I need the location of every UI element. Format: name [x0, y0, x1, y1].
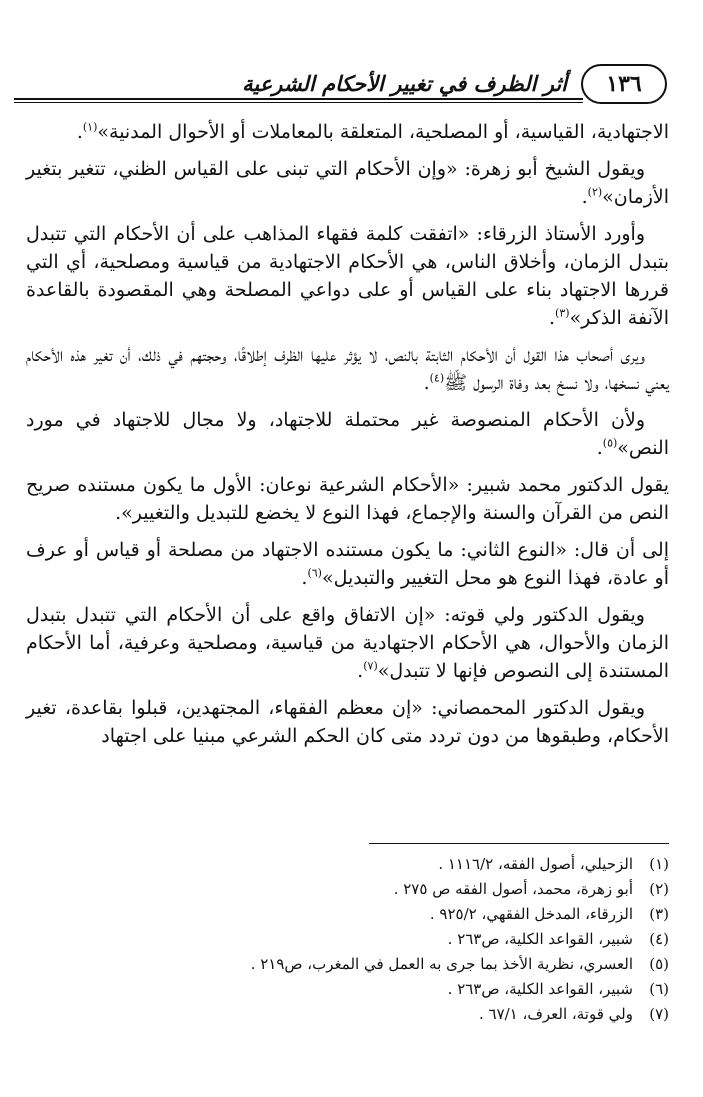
header-rule: [14, 98, 583, 100]
footnote: (٤) شبير، القواعد الكلية، ص٢٦٣ .: [447, 930, 669, 948]
footnote: (٢) أبو زهرة، محمد، أصول الفقه ص ٢٧٥ .: [393, 880, 669, 898]
footnote-ref: (٤): [429, 371, 445, 385]
running-title: أثر الظرف في تغيير الأحكام الشرعية: [242, 71, 567, 96]
paragraph: ويقول الدكتور ولي قوته: «إن الاتفاق واقع على أن الأحكام التي تتبدل بتبدل الزمان والأحوال، هي الأحكام الاجتهادية من قياسية، ومصلحية وعرفية، أما الأحكام المستندة إلى النصوص فإنها لا تتبدل»$^{(٧)}$.: [26, 604, 669, 682]
page-number: ١٣٦: [581, 64, 667, 104]
footnote-separator: [369, 843, 669, 844]
header-rule-thin: [14, 102, 583, 103]
footnotes: [26, 852, 669, 1027]
footnote: (٣) الزرقاء، المدخل الفقهي، ٩٢٥/٢ .: [429, 905, 669, 923]
paragraph: ويقول الشيخ أبو زهرة: «وإن الأحكام التي تبنى على القياس الظني، تتغير بتغير الأزمان»$^{(٢)}$.: [26, 158, 669, 208]
footnote-ref: (٧): [363, 659, 378, 673]
paragraph: ويرى أصحاب هذا القول أن الأحكام الثابتة بالنص، لا يؤثر عليها الظرف إطلاقًا، وحجتهم في ذلك، أن تغير هذه الأحكام يعني نسخها، ولا نسخ بعد وفاة الرسول ﷺ$^{(٤)}$.: [26, 344, 669, 394]
footnote: (٦) شبير، القواعد الكلية، ص٢٦٣ .: [447, 980, 669, 998]
footnote-ref: (٦): [307, 566, 322, 580]
footnote: (٥) العسري، نظرية الأخذ بما جرى به العمل في المغرب، ص٢١٩ .: [250, 955, 669, 973]
footnote-ref: (٥): [602, 436, 618, 450]
footnote-ref: (١): [82, 120, 98, 134]
paragraph: يقول الدكتور محمد شبير: «الأحكام الشرعية نوعان: الأول ما يكون مستنده صريح النص من القرآن والسنة والإجماع، فهذا النوع لا يخضع للتبديل والتغيير».: [26, 474, 669, 524]
paragraph: إلى أن قال: «النوع الثاني: ما يكون مستنده الاجتهاد من مصلحة أو قياس أو عرف أو عادة، فهذا النوع هو محل التغيير والتبديل»$^{(٦)}$.: [26, 539, 669, 589]
footnote-ref: (٣): [555, 306, 570, 320]
footnote: (١) الزحيلي، أصول الفقه، ١١١٦/٢ .: [438, 855, 669, 873]
paragraph: ولأن الأحكام المنصوصة غير محتملة للاجتهاد، ولا مجال للاجتهاد في مورد النص»$^{(٥)}$.: [26, 409, 669, 459]
body-text: [26, 118, 669, 759]
paragraph: ويقول الدكتور المحمصاني: «إن معظم الفقهاء، المجتهدين، قبلوا بقاعدة، تغير الأحكام، وطبقوها من دون تردد متى كان الحكم الشرعي مبنيا على اجتهاد: [26, 697, 669, 747]
paragraph: الاجتهادية، القياسية، أو المصلحية، المتعلقة بالمعاملات أو الأحوال المدنية»$^{(١)}$.: [76, 120, 669, 143]
paragraph: وأورد الأستاذ الزرقاء: «اتفقت كلمة فقهاء المذاهب على أن الأحكام التي تتبدل بتبدل الزمان، وأخلاق الناس، هي الأحكام الاجتهادية من قياسية ومصلحية، أي التي قررها الاجتهاد بناء على القياس أو على دواعي المصلحة وهي المقصودة بالقاعدة الآنفة الذكر»$^{(٣)}$.: [26, 223, 669, 329]
footnote-ref: (٢): [587, 185, 603, 199]
footnote: (٧) ولي قوتة، العرف، ٦٧/١ .: [478, 1005, 669, 1023]
page-header: [0, 62, 703, 112]
